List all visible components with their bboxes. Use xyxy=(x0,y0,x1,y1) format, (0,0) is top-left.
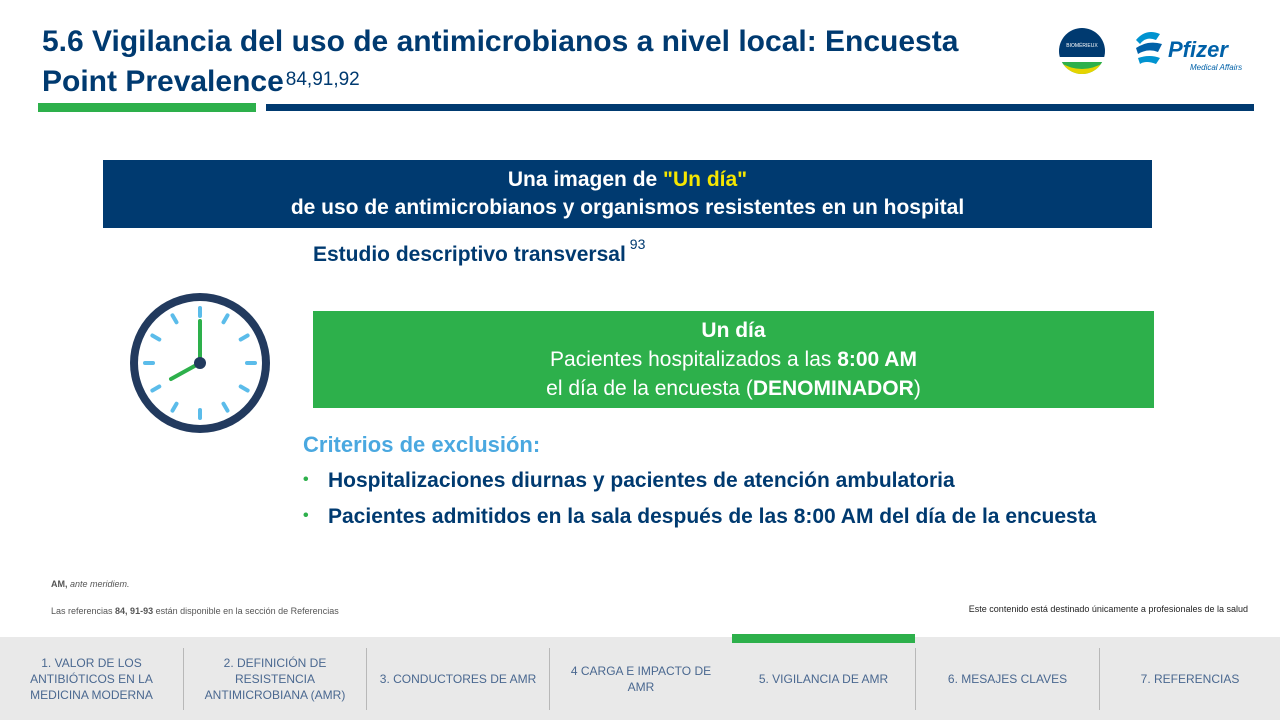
refs-numbers: 84, 91-93 xyxy=(115,606,154,616)
biomerieux-logo-text: BIOMÉRIEUX xyxy=(1066,43,1098,49)
page-title xyxy=(42,22,1042,102)
title-line2: Point Prevalence xyxy=(42,65,284,98)
bullet-icon: • xyxy=(303,471,309,488)
banner-line2: de uso de antimicrobianos y organismos resistentes en un hospital xyxy=(290,196,965,219)
abbr-definition: ante meridiem. xyxy=(67,579,130,589)
biomerieux-logo xyxy=(1059,28,1105,74)
green-box-line3-prefix: el día de la encuesta ( xyxy=(546,377,753,400)
banner-line1-prefix: Una imagen de xyxy=(507,168,664,191)
references-footnote xyxy=(51,606,339,616)
refs-prefix: Las referencias xyxy=(51,606,116,616)
banner-highlight: "Un día" xyxy=(663,168,748,191)
exclusion-item xyxy=(303,469,955,493)
denominator-box xyxy=(313,311,1154,408)
nav-item-mensajes[interactable]: 6. MESAJES CLAVES xyxy=(947,671,1068,686)
exclusion-title: Criterios de exclusión: xyxy=(303,432,541,457)
title-underline-blue xyxy=(266,104,1254,111)
abbreviation-footnote xyxy=(51,579,130,589)
green-box-line3-suffix: ) xyxy=(913,377,921,400)
nav-item-vigilancia[interactable]: 5. VIGILANCIA DE AMR xyxy=(758,671,889,686)
green-box-denominator: DENOMINADOR xyxy=(752,377,914,400)
nav-item-conductores[interactable]: 3. CONDUCTORES DE AMR xyxy=(379,671,537,686)
bullet-icon: • xyxy=(303,507,309,524)
title-refs: 84,91,92 xyxy=(285,69,360,90)
study-ref: 93 xyxy=(629,236,646,252)
nav-item-definicion[interactable]: 2. DEFINICIÓN DE RESISTENCIA ANTIMICROBIANA (AMR) xyxy=(204,655,346,702)
section-nav xyxy=(0,637,1280,720)
refs-suffix: están disponible en la sección de Referencias xyxy=(153,606,339,616)
pfizer-logo xyxy=(1132,28,1256,76)
green-box-line2-prefix: Pacientes hospitalizados a las xyxy=(550,348,838,371)
exclusion-item-text: Pacientes admitidos en la sala después de las 8:00 AM del día de la encuesta xyxy=(328,505,1097,528)
title-line1: 5.6 Vigilancia del uso de antimicrobianos a nivel local: Encuesta xyxy=(42,25,959,58)
nav-active-indicator xyxy=(732,634,915,643)
green-box-time: 8:00 AM xyxy=(837,348,917,371)
nav-item-referencias[interactable]: 7. REFERENCIAS xyxy=(1140,671,1240,686)
green-box-title: Un día xyxy=(701,319,766,342)
pfizer-logo-subtext: Medical Affairs xyxy=(1190,63,1243,72)
pfizer-logo-text: Pfizer xyxy=(1168,37,1228,62)
study-type xyxy=(313,236,646,267)
clock-icon xyxy=(124,287,276,439)
abbr-term: AM, xyxy=(51,579,68,589)
nav-item-valor[interactable]: 1. VALOR DE LOS ANTIBIÓTICOS EN LA MEDICINA MODERNA xyxy=(30,655,153,702)
title-underline-green xyxy=(38,103,256,112)
exclusion-item-text: Hospitalizaciones diurnas y pacientes de atención ambulatoria xyxy=(328,469,955,492)
disclaimer: Este contenido está destinado únicamente a profesionales de la salud xyxy=(968,604,1248,614)
nav-item-carga[interactable]: 4 CARGA E IMPACTO DE AMR xyxy=(570,663,712,694)
exclusion-item xyxy=(303,505,1096,529)
study-label: Estudio descriptivo transversal xyxy=(313,243,626,266)
one-day-banner xyxy=(103,160,1152,228)
